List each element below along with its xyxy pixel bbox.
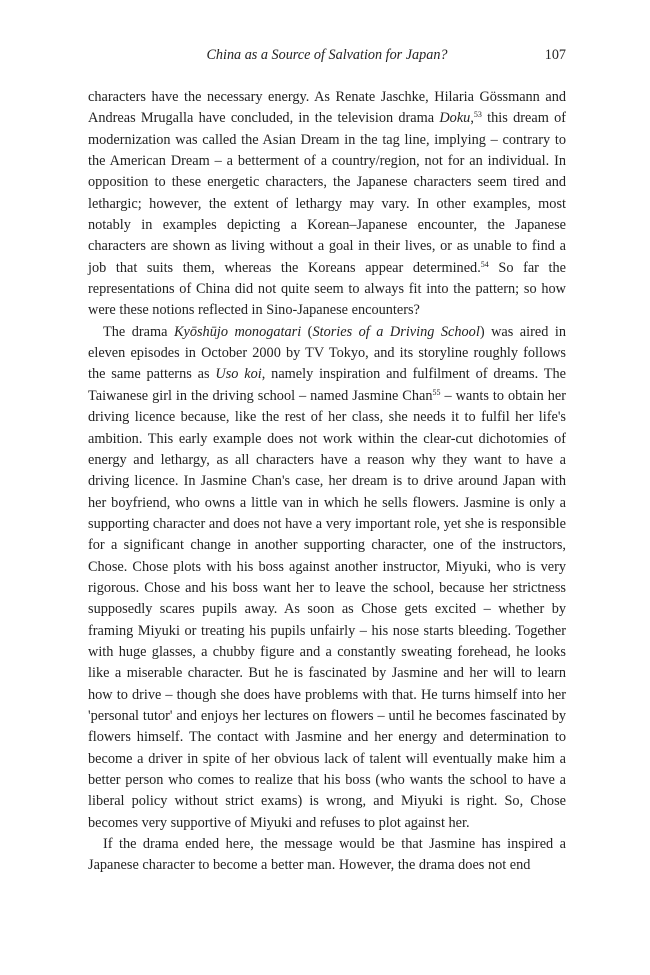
body-text xyxy=(88,87,566,877)
text-run: – wants to obtain her driving licence because, like the rest of her class, she needs it to fulfil her life's ambition. This early example does not work within the clear-cut dichotomies of energy and lethargy, as all characters have a reason why they want to have a driving licence. In Jasmine Chan's case, her dream is to drive around Japan with her boyfriend, who owns a little van in which he sells flowers. Jasmine is only a supporting character and does not have a very important role, yet she is responsible for a significant change in another supporting character, one of the instructors, Chose. Chose plots with his boss against another instructor, Miyuki, who is very rigorous. Chose and his boss want her to leave the school, because her strictness supposedly scares pupils away. As soon as Chose gets excited – whether by framing Miyuki or treating his pupils unfairly – his nose starts bleeding. Together with huge glasses, a chubby figure and a constantly sweating forehead, he looks like a miserable character. But he is fascinated by Jasmine and her will to learn how to drive – though she does have problems with that. He turns himself into her 'personal tutor' and enjoys her lectures on flowers – until he becomes fascinated by flowers himself. The contact with Jasmine and her energy and determination to become a driver in spite of her obvious lack of talent will eventually make him a better person who comes to realize that his boss (who wants the school to have a liberal policy without strict exams) is wrong, and Miyuki is right. So, Chose becomes very supportive of Miyuki and refuses to plot against her. xyxy=(88,387,566,831)
text-run: this dream of modernization was called the Asian Dream in the tag line, implying – contrary to the American Dream – a betterment of a country/region, not for an individual. In opposition to these energetic characters, the Japanese characters seem tired and lethargic; however, the extent of lethargy may vary. In other examples, most notably in examples depicting a Korean–Japanese encounter, the Japanese characters are shown as living without a goal in their lives, or as unable to find a job that suits them, whereas the Koreans appear determined. xyxy=(88,110,566,276)
footnote-marker: 53 xyxy=(473,110,482,120)
text-run: , xyxy=(470,110,474,127)
text-run: The drama xyxy=(103,323,174,340)
text-run: So far the representations of China did not quite seem to always fit into the pattern; so how were these notions reflected in Sino-Japanese encounters? xyxy=(88,259,567,319)
paragraph-3 xyxy=(88,834,566,877)
footnote-marker: 54 xyxy=(480,259,489,269)
text-run: , namely inspiration and fulfilment of dreams. The Taiwanese girl in the driving school – named Jasmine Chan xyxy=(88,366,567,404)
text-run: ( xyxy=(301,323,313,340)
footnote-marker: 55 xyxy=(432,387,441,397)
drama-title: Doku xyxy=(439,110,471,127)
page-number: 107 xyxy=(544,47,566,63)
paragraph-1 xyxy=(88,87,566,322)
running-title: China as a Source of Salvation for Japan? xyxy=(206,47,448,63)
text-run: If the drama ended here, the message would be that Jasmine has inspired a Japanese character to become a better man. However, the drama does not end xyxy=(88,836,566,874)
running-head xyxy=(88,43,566,67)
text-run: characters have the necessary energy. As Renate Jaschke, Hilaria Gössmann and Andreas Mrugalla have concluded, in the television drama xyxy=(88,89,566,127)
drama-title: Uso koi xyxy=(215,366,262,383)
text-run: ) was aired in eleven episodes in October 2000 by TV Tokyo, and its storyline roughly follows the same patterns as xyxy=(88,323,566,383)
drama-title: Kyōshūjo monogatari xyxy=(173,323,302,340)
paragraph-2 xyxy=(88,322,566,834)
drama-title-translation: Stories of a Driving School xyxy=(312,323,480,340)
